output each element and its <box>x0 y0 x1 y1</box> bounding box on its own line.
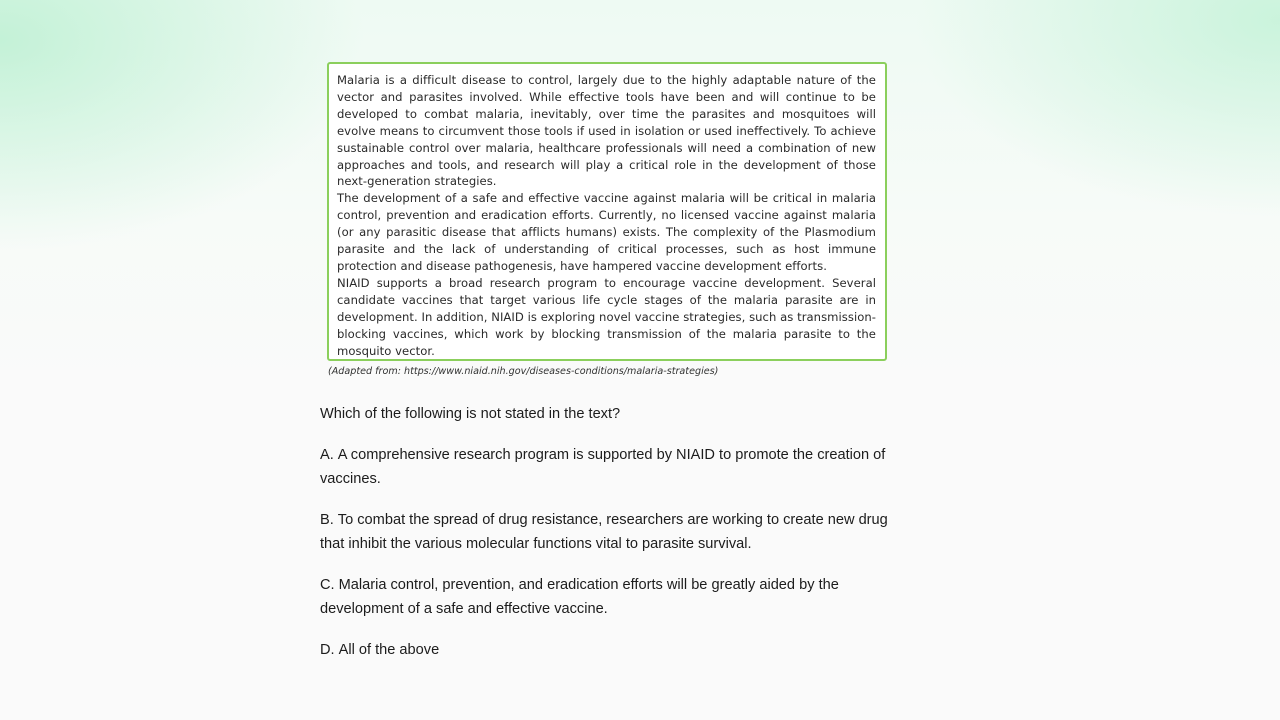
option-d[interactable] <box>320 638 895 663</box>
passage-paragraph-2: The development of a safe and effective vaccine against malaria will be critical in malaria control, prevention and eradication efforts. Currently, no licensed vaccine against malaria (or any parasitic disease that afflicts humans) exists. The complexity of the Plasmodium parasite and the lack of understanding of critical processes, such as host immune protection and disease pathogenesis, have hampered vaccine development efforts. <box>337 191 876 273</box>
option-c-text: Malaria control, prevention, and eradication efforts will be greatly aided by the development of a safe and effective vaccine. <box>320 576 839 617</box>
option-a[interactable] <box>320 443 895 492</box>
option-a-letter: A. <box>320 446 334 463</box>
passage-paragraph-3: NIAID supports a broad research program to encourage vaccine development. Several candidate vaccines that target various life cycle stages of the malaria parasite are in development. In addition, NIAID is exploring novel vaccine strategies, such as transmission-blocking vaccines, which work by blocking transmission of the malaria parasite to the mosquito vector. <box>337 275 876 358</box>
reading-passage-box <box>327 62 887 361</box>
option-c-letter: C. <box>320 576 335 593</box>
option-d-text: All of the above <box>338 641 440 658</box>
option-a-text: A comprehensive research program is supported by NIAID to promote the creation of vaccines. <box>320 446 886 487</box>
question-text: Which of the following is not stated in the text? <box>320 406 621 422</box>
option-c[interactable] <box>320 573 895 622</box>
passage-paragraph-1: Malaria is a difficult disease to control, largely due to the highly adaptable nature of the vector and parasites involved. While effective tools have been and will continue to be developed to combat malaria, inevitably, over time the parasites and mosquitoes will evolve means to circumvent those tools if used in isolation or used ineffectively. To achieve sustainable control over malaria, healthcare professionals will need a combination of new approaches and tools, and research will play a critical role in the development of those next-generation strategies. <box>337 73 876 189</box>
source-caption: (Adapted from: https://www.niaid.nih.gov/diseases-conditions/malaria-strategies) <box>328 366 719 377</box>
option-b[interactable] <box>320 508 895 557</box>
option-b-letter: B. <box>320 511 334 528</box>
question-block <box>320 402 895 678</box>
option-b-text: To combat the spread of drug resistance, researchers are working to create new drug that inhibit the various molecular functions vital to parasite survival. <box>320 511 888 552</box>
option-d-letter: D. <box>320 641 335 658</box>
